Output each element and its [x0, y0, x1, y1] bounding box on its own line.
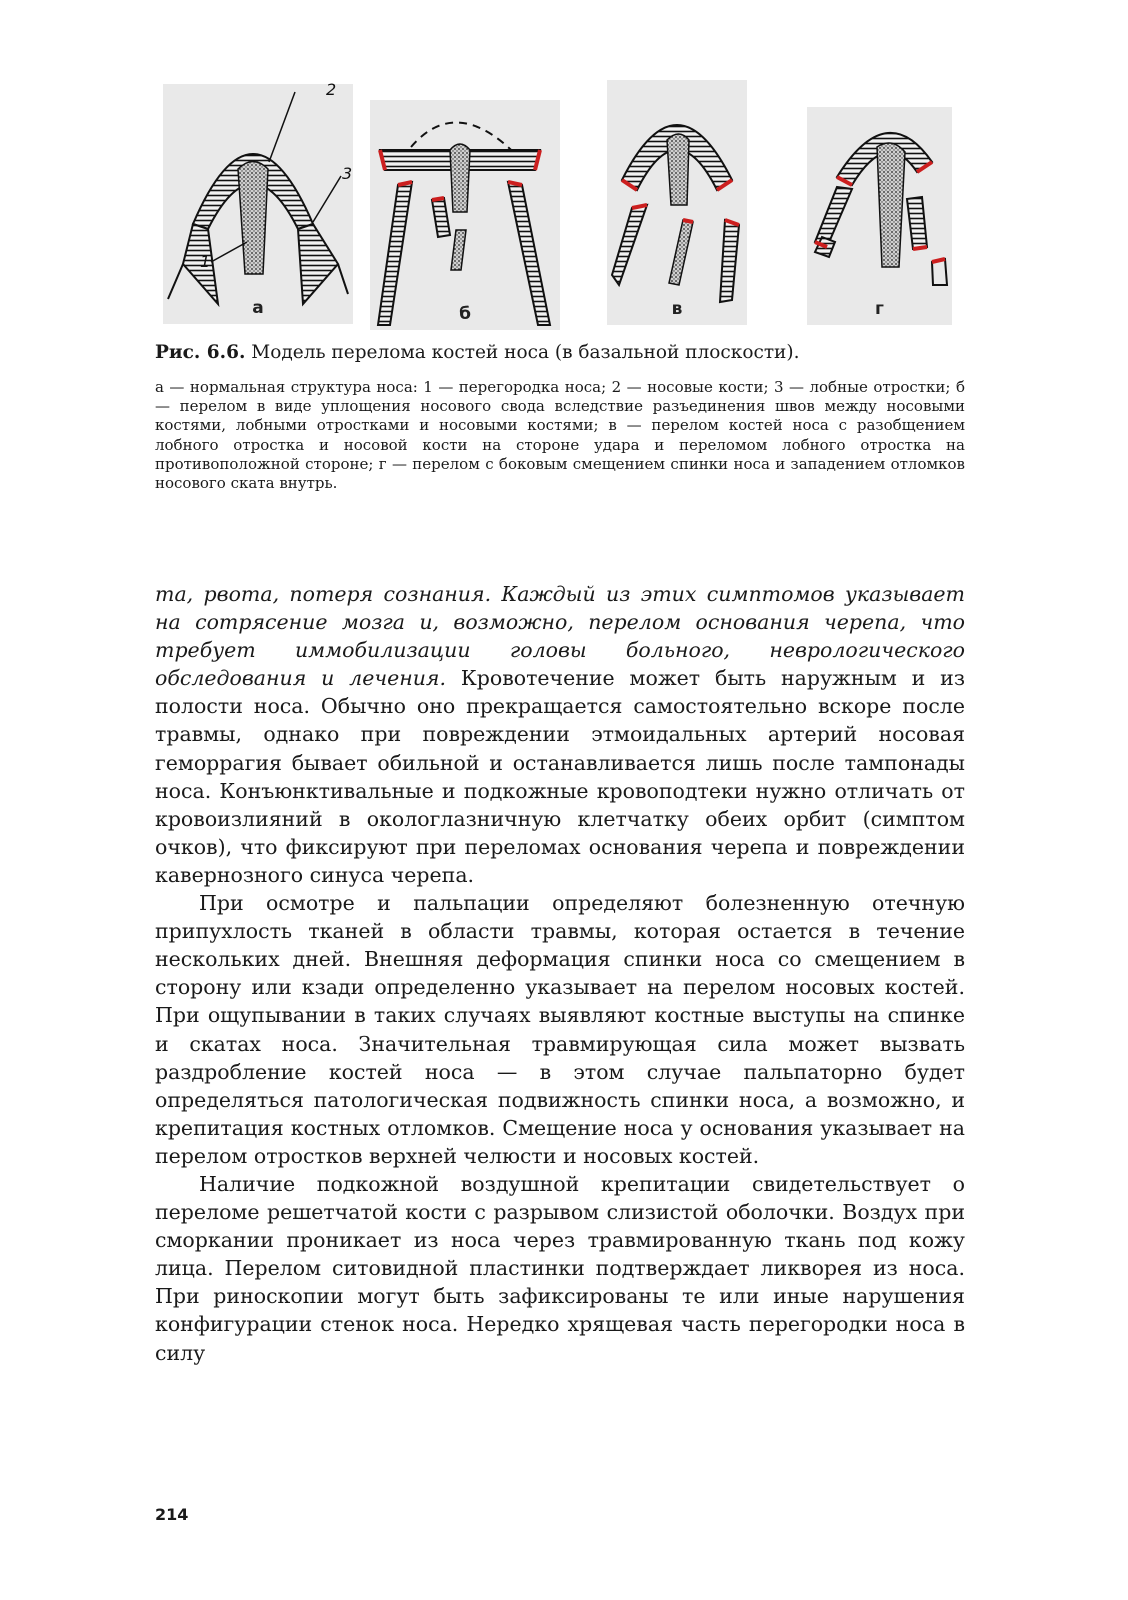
figure-panel-a — [163, 84, 353, 324]
figure-panel-b — [370, 100, 560, 330]
figure-caption-title — [155, 342, 965, 363]
panel-letter: а — [252, 298, 264, 318]
figure-title: Модель перелома костей носа (в базальной плоскости). — [251, 342, 800, 363]
italic-run: та, рвота, потеря сознания. Каждый из этих симптомов указывает на сотрясение мозга и, возможно, перелом основания черепа, что требует иммобилизации головы больного, неврологического обследования и лечения. — [155, 582, 965, 691]
figure-panel-g — [807, 107, 952, 325]
page-number: 214 — [155, 1505, 189, 1524]
paragraph: Наличие подкожной воздушной крепитации свидетельствует о переломе решетчатой кости с разрывом слизистой оболочки. Воздух при сморкании проникает из носа через травмированную ткань под кожу лица. Перелом ситовидной пластинки подтверждает ликворея из носа. При риноскопии могут быть зафиксированы те или иные нарушения конфигурации стенок носа. Нередко хрящевая часть перегородки носа в силу — [155, 1171, 965, 1365]
figure-panel-v — [607, 80, 747, 325]
paragraph — [155, 580, 965, 889]
text-run: Кровотечение может быть наружным и из полости носа. Обычно оно прекращается самостоятельно вскоре после травмы, однако при повреждении этмоидальных артерий носовая геморрагия бывает обильной и останавливается лишь после тампонады носа. Конъюнктивальные и подкожные кровоподтеки нужно отличать от кровоизлияний в окологлазничную клетчатку обеих орбит (симптом очков), что фиксируют при переломах основания черепа и повреждении кавернозного синуса черепа. — [155, 666, 965, 887]
callout-label: 1 — [200, 252, 211, 271]
panel-letter: в — [671, 299, 683, 319]
separated-frontal-process-diagram — [607, 80, 747, 325]
paragraph: При осмотре и пальпации определяют болезненную отечную припухлость тканей в области травмы, которая остается в течение нескольких дней. Внешняя деформация спинки носа со смещением в сторону или кзади определенно указывает на перелом носовых костей. При ощупывании в таких случаях выявляют костные выступы на спинке и скатах носа. Значительная травмирующая сила может вызвать раздробление костей носа — в этом случае пальпаторно будет определяться патологическая подвижность спинки носа, а возможно, и крепитация костных отломков. Смещение носа у основания указывает на перелом отростков верхней челюсти и носовых костей. — [155, 891, 965, 1168]
body-text — [155, 580, 965, 1367]
callout-label: 3 — [342, 164, 353, 183]
flattened-nasal-vault-diagram — [370, 100, 560, 330]
callout-label: 2 — [326, 80, 337, 99]
normal-nose-structure-diagram — [163, 84, 353, 324]
figure-label: Рис. 6.6. — [155, 342, 246, 363]
figure-caption-body: а — нормальная структура носа: 1 — перегородка носа; 2 — носовые кости; 3 — лобные отростки; б — перелом в виде уплощения носового свода вследствие разъединения швов между носовыми костями, лобными отростками и носовыми костями; в — перелом костей носа с разобщением лобного отростка и носовой кости на стороне удара и переломом лобного отростка на противоположной стороне; г — перелом с боковым смещением спинки носа и западением отломков носового ската внутрь. — [155, 378, 965, 493]
lateral-displacement-diagram — [807, 107, 952, 325]
panel-letter: б — [459, 304, 471, 324]
panel-letter: г — [875, 299, 884, 319]
